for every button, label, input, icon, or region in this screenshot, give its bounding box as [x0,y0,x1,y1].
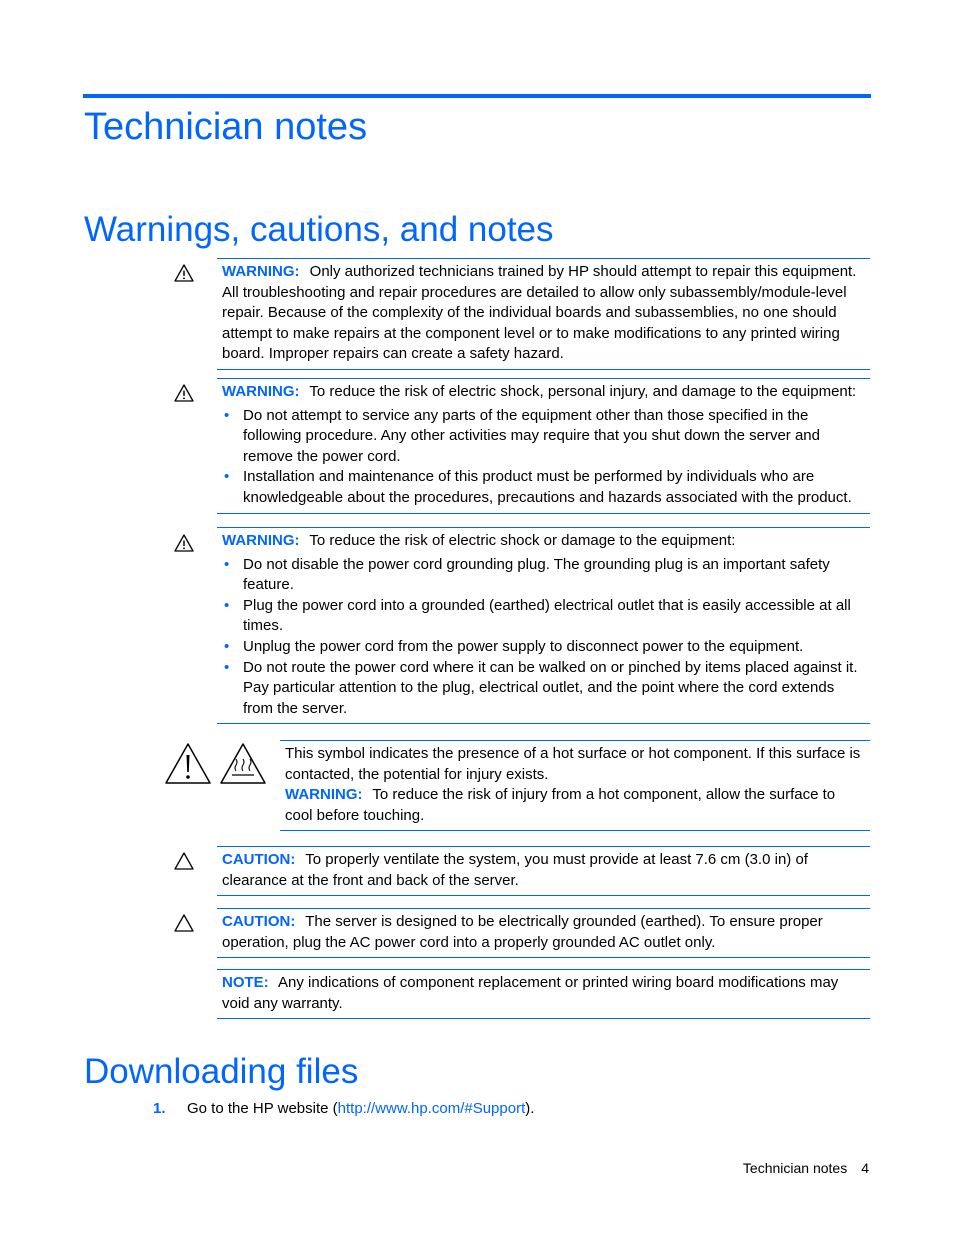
note-label: WARNING: [222,532,300,549]
note-text: Only authorized technicians trained by HP should attempt to repair this equipment. All troubleshooting and repair procedures are detailed to allow only subassembly/module-level repair. Because of the complexity of the individual boards and subassemblies, no one should attempt to make repairs at the component level or to make modifications to any printed wiring board. Improper repairs can create a safety hazard. [222,263,857,363]
hp-support-link[interactable]: http://www.hp.com/#Support [337,1100,526,1117]
caution-note-grounding [217,908,870,958]
note-label: CAUTION: [222,913,296,930]
bullet-icon: • [224,406,230,424]
page-number: 4 [861,1160,869,1176]
bullet-icon: • [224,468,230,486]
note-label: NOTE: [222,974,269,991]
warning-note-shock-injury [217,378,870,514]
list-item: • Do not route the power cord where it can be walked on or pinched by items placed against it. Pay particular attention to the plug, electrical outlet, and the point where the cord extends from the server. [224,658,858,717]
warning-triangle-icon [174,534,194,552]
list-item: • Plug the power cord into a grounded (earthed) electrical outlet that is easily accessible at all times. [224,596,851,635]
hot-surface-note [280,740,870,831]
bullet-icon: • [224,637,230,655]
footer-section: Technician notes [742,1160,848,1176]
warning-triangle-icon [164,742,212,785]
note-label: WARNING: [222,383,300,400]
list-item: • Do not attempt to service any parts of the equipment other than those specified in the following procedure. Any other activities may require that you shut down the server and remove the power cord. [224,406,820,465]
note-text: To reduce the risk of injury from a hot component, allow the surface to cool before touching. [285,786,836,824]
bullet-list [222,555,866,720]
section-heading-warnings: Warnings, cautions, and notes [84,210,554,249]
list-item: • Installation and maintenance of this product must be performed by individuals who are knowledgeable about the procedures, precautions and hazards associated with the product. [224,468,852,506]
note-text: To reduce the risk of electric shock, personal injury, and damage to the equipment: [309,383,857,400]
bullet-icon: • [224,658,230,676]
note-label: CAUTION: [222,851,296,868]
step-item [153,1099,534,1119]
bullet-list [222,406,866,509]
hot-surface-warning [285,785,866,826]
caution-note-ventilation [217,846,870,896]
hot-surface-intro: This symbol indicates the presence of a hot surface or hot component. If this surface is contacted, the potential for injury exists. [285,745,861,783]
note-label: WARNING: [285,786,363,804]
bullet-icon: • [224,596,230,614]
note-warranty [217,969,870,1019]
note-label: WARNING: [222,263,300,280]
warning-note-authorized [217,258,870,370]
note-text: To properly ventilate the system, you must provide at least 7.6 cm (3.0 in) of clearance at the front and back of the server. [222,851,808,889]
step-number: 1. [153,1100,166,1117]
hot-surface-icon [219,742,267,785]
caution-triangle-icon [174,852,194,870]
page-title: Technician notes [84,106,368,148]
warning-note-power-cord [217,527,870,724]
page-footer [743,1158,869,1178]
title-rule [83,94,871,98]
step-text-end: ). [525,1100,535,1117]
bullet-icon: • [224,555,230,573]
note-text: The server is designed to be electrically grounded (earthed). To ensure proper operation, plug the AC power cord into a properly grounded AC outlet only. [222,913,823,951]
step-text: Go to the HP website ( [187,1100,338,1117]
note-text: Any indications of component replacement or printed wiring board modifications may void any warranty. [222,974,839,1012]
warning-triangle-icon [174,384,194,402]
note-text: To reduce the risk of electric shock or damage to the equipment: [309,532,736,549]
section-heading-downloading: Downloading files [84,1052,359,1091]
warning-triangle-icon [174,264,194,282]
list-item: • Unplug the power cord from the power supply to disconnect power to the equipment. [222,637,866,658]
list-item: • Do not disable the power cord grounding plug. The grounding plug is an important safety feature. [224,555,830,594]
caution-triangle-icon [174,914,194,932]
